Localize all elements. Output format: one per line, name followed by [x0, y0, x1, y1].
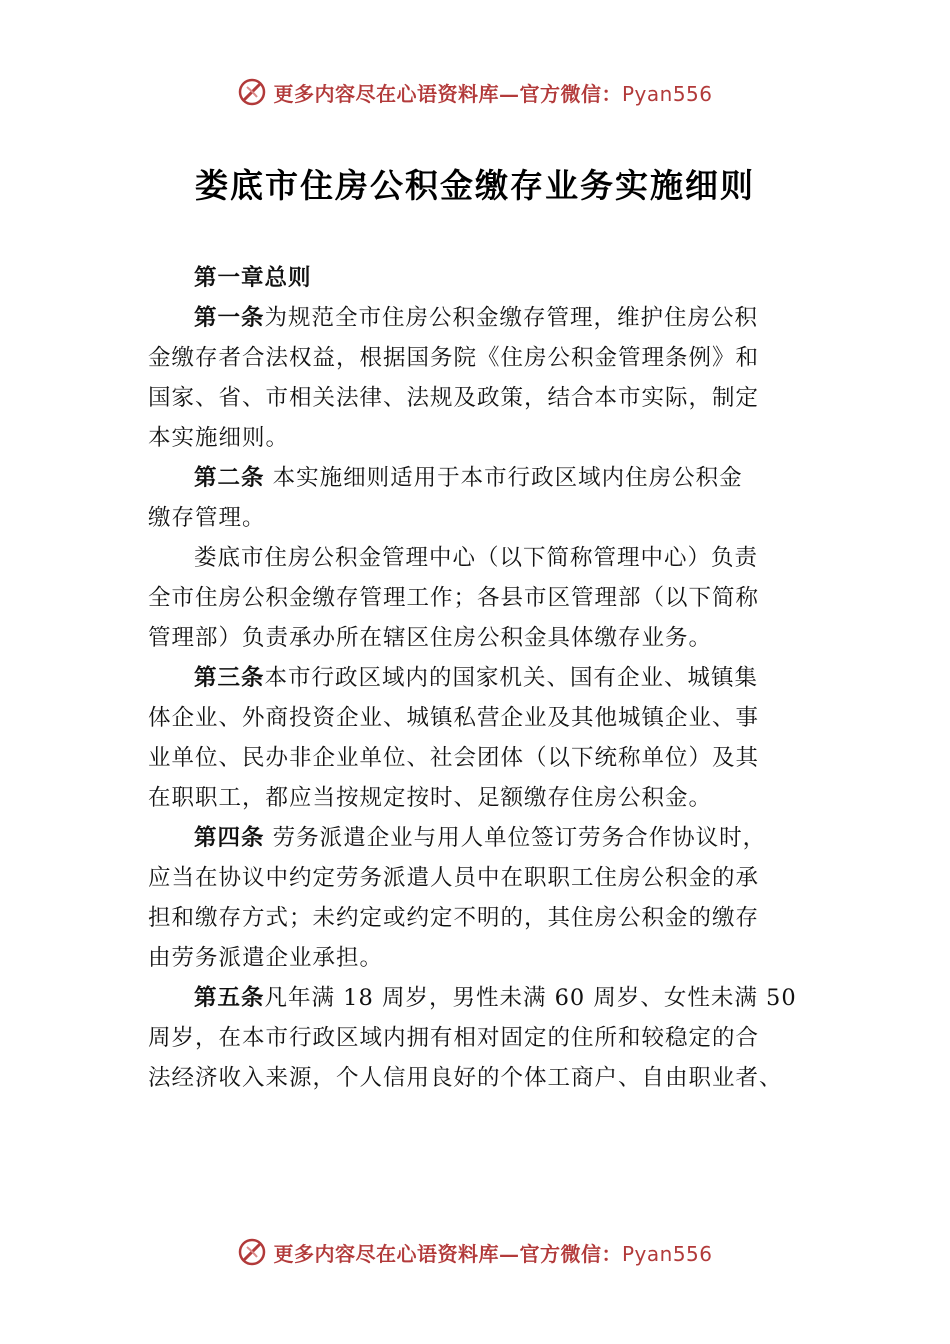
article-3-line-1: 第三条本市行政区域内的国家机关、国有企业、城镇集: [194, 665, 759, 691]
article-1-line-3: 国家、省、市相关法律、法规及政策，结合本市实际，制定: [148, 385, 760, 411]
paragraph-line-3: 管理部）负责承办所在辖区住房公积金具体缴存业务。: [148, 625, 713, 651]
document-body: [148, 258, 816, 1098]
article-2-line-2: 缴存管理。: [148, 505, 266, 531]
article-4-line-2: 应当在协议中约定劳务派遣人员中在职职工住房公积金的承: [148, 865, 760, 891]
header-banner: [0, 72, 950, 112]
paragraph-line-1: 娄底市住房公积金管理中心（以下简称管理中心）负责: [194, 545, 759, 571]
chapter-heading: 第一章总则: [194, 265, 312, 291]
article-5-line-1: 第五条凡年满 18 周岁，男性未满 60 周岁、女性未满 50: [194, 985, 797, 1011]
article-1-line-1: 第一条为规范全市住房公积金缴存管理，维护住房公积: [194, 305, 759, 331]
article-2-label: 第二条: [194, 465, 265, 491]
article-3-line-2: 体企业、外商投资企业、城镇私营企业及其他城镇企业、事: [148, 705, 760, 731]
paragraph-line-2: 全市住房公积金缴存管理工作；各县市区管理部（以下简称: [148, 585, 760, 611]
banner-text: 更多内容尽在心语资料库—官方微信：: [273, 81, 622, 106]
article-4-line-3: 担和缴存方式；未约定或约定不明的，其住房公积金的缴存: [148, 905, 760, 931]
article-5-line-3: 法经济收入来源，个人信用良好的个体工商户、自由职业者、: [148, 1065, 783, 1091]
banner-text: 更多内容尽在心语资料库—官方微信：: [273, 1241, 622, 1266]
article-5-label: 第五条: [194, 985, 265, 1011]
article-1-line-2: 金缴存者合法权益，根据国务院《住房公积金管理条例》和: [148, 345, 760, 371]
article-4-label: 第四条: [194, 825, 265, 851]
footer-banner: [0, 1232, 950, 1272]
page-title: 娄底市住房公积金缴存业务实施细则: [195, 166, 755, 205]
article-2-line-1: 第二条 本实施细则适用于本市行政区域内住房公积金: [194, 465, 743, 491]
article-5-line-2: 周岁，在本市行政区域内拥有相对固定的住所和较稳定的合: [148, 1025, 760, 1051]
article-3-label: 第三条: [194, 665, 265, 691]
logo-icon: [237, 1237, 267, 1267]
article-4-line-4: 由劳务派遣企业承担。: [148, 945, 384, 971]
article-3-line-4: 在职职工，都应当按规定按时、足额缴存住房公积金。: [148, 785, 713, 811]
logo-icon: [237, 77, 267, 107]
article-1-line-4: 本实施细则。: [148, 425, 290, 451]
banner-wechat-id: Pyan556: [621, 1241, 713, 1266]
banner-wechat-id: Pyan556: [621, 81, 713, 106]
article-4-line-1: 第四条 劳务派遣企业与用人单位签订劳务合作协议时，: [194, 825, 767, 851]
article-1-label: 第一条: [194, 305, 265, 331]
article-3-line-3: 业单位、民办非企业单位、社会团体（以下统称单位）及其: [148, 745, 760, 771]
